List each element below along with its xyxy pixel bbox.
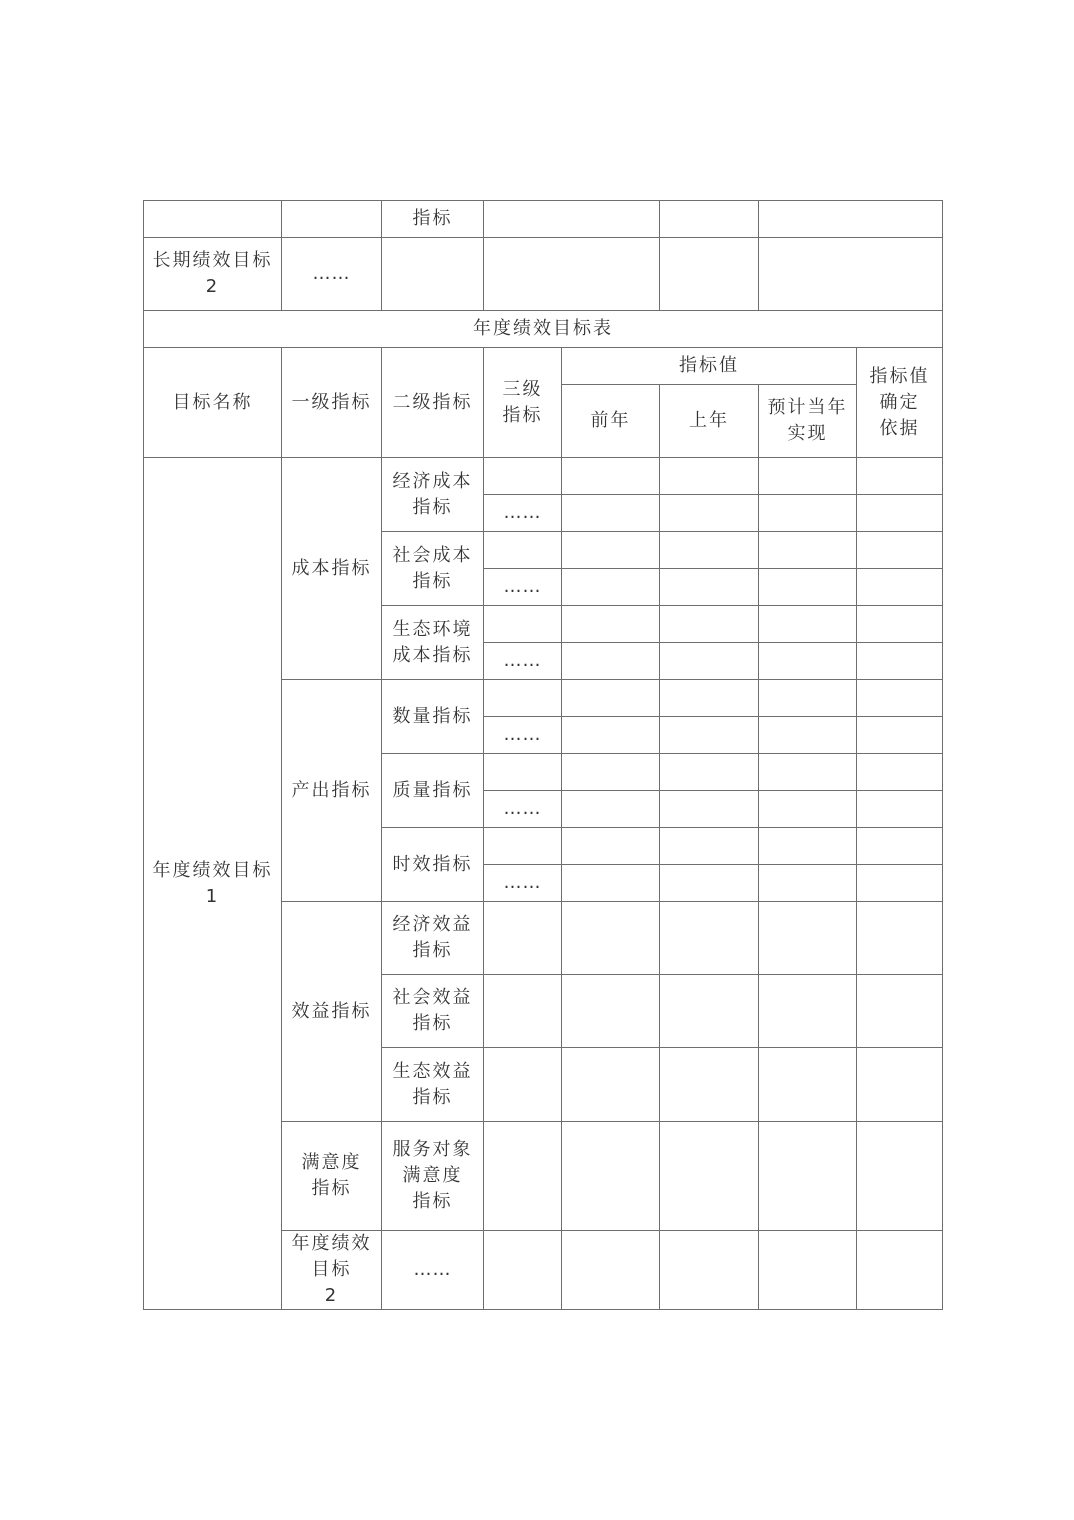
- ellipsis: ……: [503, 872, 542, 893]
- cell-empty: [484, 1231, 562, 1310]
- cell-empty: [857, 606, 943, 643]
- cell-empty: [759, 1122, 857, 1231]
- header-expected: [759, 385, 857, 458]
- cell-empty: [759, 791, 857, 828]
- cell-empty: [857, 865, 943, 902]
- annual-goal-1-number: 1: [205, 885, 220, 907]
- cell-empty: [660, 791, 759, 828]
- cell-empty: [562, 975, 660, 1048]
- ellipsis: ……: [503, 798, 542, 819]
- cell-empty: [562, 606, 660, 643]
- cell-empty: [857, 569, 943, 606]
- section-title: 年度绩效目标表: [473, 318, 613, 339]
- ellipsis-cell: [484, 791, 562, 828]
- level1-satisfaction-line2: 指标: [311, 1178, 352, 1199]
- cell-empty: [759, 865, 857, 902]
- cell-empty: [759, 902, 857, 975]
- header-basis: [857, 348, 943, 458]
- ellipsis: ……: [503, 576, 542, 597]
- ellipsis-cell: [484, 865, 562, 902]
- cell-empty: [562, 680, 660, 717]
- annual-goal-2-cell: [282, 1231, 382, 1310]
- cell-empty: [660, 975, 759, 1048]
- header-basis-line2: 确定: [879, 391, 920, 413]
- cell-empty: [660, 1048, 759, 1122]
- long-term-goal-2-number: 2: [205, 276, 220, 297]
- cell-empty: [562, 532, 660, 569]
- cell-empty: [857, 754, 943, 791]
- annual-goal-2-label: 年度绩效目标: [291, 1233, 372, 1280]
- cell-empty: [660, 828, 759, 865]
- level2-service-sat-line1: 服务对象: [392, 1139, 473, 1160]
- long-term-goal-table: [143, 200, 943, 348]
- level2-service-satisfaction: [382, 1122, 484, 1231]
- level2-social-cost: [382, 532, 484, 606]
- header-level3-line1: 三级: [502, 378, 543, 400]
- level1-output-label: 产出指标: [291, 779, 372, 801]
- long-term-goal-2-label: 长期绩效目标: [152, 250, 273, 271]
- cell-empty: [857, 791, 943, 828]
- cell-empty: [759, 643, 857, 680]
- header-goal-name-label: 目标名称: [172, 391, 253, 413]
- annual-goal-1-label: 年度绩效目标: [152, 859, 273, 881]
- cell-empty: [484, 201, 660, 238]
- cell-empty: [660, 238, 759, 311]
- cell-empty: [484, 680, 562, 717]
- ellipsis-cell: [484, 717, 562, 754]
- cell-empty: [484, 754, 562, 791]
- cell-empty: [484, 902, 562, 975]
- cell-empty: [282, 201, 382, 238]
- cell-empty: [660, 201, 759, 238]
- annual-goal-table: [143, 347, 943, 1310]
- cell-empty: [484, 238, 660, 311]
- cell-empty: [660, 1231, 759, 1310]
- cell-empty: [759, 754, 857, 791]
- ellipsis-cell: [484, 495, 562, 532]
- cell-empty: [857, 643, 943, 680]
- ellipsis-cell: [484, 643, 562, 680]
- cell-empty: [484, 532, 562, 569]
- cell-empty: [857, 828, 943, 865]
- cell-empty: [660, 680, 759, 717]
- header-level2: [382, 348, 484, 458]
- cell-empty: [660, 606, 759, 643]
- indicator-label: 指标: [412, 208, 453, 229]
- section-title-cell: [144, 311, 943, 348]
- cell-empty: [857, 495, 943, 532]
- level2-quality-label: 质量指标: [392, 779, 473, 801]
- level2-service-sat-line3: 指标: [412, 1191, 453, 1212]
- cell-empty: [759, 1048, 857, 1122]
- level2-eco-cost-line1: 生态环境: [392, 618, 473, 640]
- level2-economic-benefit-line2: 指标: [412, 940, 453, 961]
- level2-social-benefit: [382, 975, 484, 1048]
- cell-empty: [660, 717, 759, 754]
- header-last-year-label: 上年: [689, 410, 729, 431]
- cell-empty: [660, 458, 759, 495]
- header-basis-line3: 依据: [879, 417, 920, 439]
- cell-empty: [484, 606, 562, 643]
- cell-empty: [857, 717, 943, 754]
- cell-empty: [562, 1231, 660, 1310]
- cell-empty: [660, 643, 759, 680]
- annual-goal-2-number: 2: [324, 1285, 339, 1306]
- level2-economic-benefit: [382, 902, 484, 975]
- cell-empty: [759, 828, 857, 865]
- level2-quantity-label: 数量指标: [392, 705, 473, 727]
- header-level3-line2: 指标: [502, 404, 543, 426]
- level1-benefit-label: 效益指标: [291, 1000, 372, 1022]
- cell-empty: [562, 791, 660, 828]
- cell-empty: [857, 975, 943, 1048]
- cell-empty: [382, 238, 484, 311]
- cell-empty: [660, 865, 759, 902]
- header-expected-line2: 实现: [787, 423, 828, 444]
- header-level1-label: 一级指标: [291, 391, 372, 413]
- level2-timeliness: [382, 828, 484, 902]
- cell-empty: [660, 532, 759, 569]
- level2-economic-cost-line1: 经济成本: [392, 470, 473, 492]
- cell-empty: [660, 569, 759, 606]
- cell-empty: [759, 238, 943, 311]
- long-term-goal-2-cell: [144, 238, 282, 311]
- cell-empty: [759, 1231, 857, 1310]
- cell-empty: [562, 754, 660, 791]
- indicator-label-cell: [382, 201, 484, 238]
- cell-empty: [562, 643, 660, 680]
- ellipsis: ……: [503, 502, 542, 523]
- cell-empty: [562, 902, 660, 975]
- cell-empty: [660, 754, 759, 791]
- cell-empty: [759, 606, 857, 643]
- header-last-year: [660, 385, 759, 458]
- header-goal-name: [144, 348, 282, 458]
- cell-empty: [857, 1048, 943, 1122]
- cell-empty: [857, 1122, 943, 1231]
- cell-empty: [562, 828, 660, 865]
- cell-empty: [759, 680, 857, 717]
- cell-empty: [562, 717, 660, 754]
- level2-quality: [382, 754, 484, 828]
- level1-output: [282, 680, 382, 902]
- level2-economic-cost-line2: 指标: [412, 496, 453, 518]
- cell-empty: [562, 1048, 660, 1122]
- cell-empty: [857, 532, 943, 569]
- level2-eco-benefit: [382, 1048, 484, 1122]
- header-indicator-value-label: 指标值: [679, 355, 739, 376]
- cell-empty: [484, 975, 562, 1048]
- cell-empty: [857, 680, 943, 717]
- cell-empty: [484, 1048, 562, 1122]
- level2-timeliness-label: 时效指标: [392, 853, 473, 875]
- cell-empty: [759, 532, 857, 569]
- ellipsis: ……: [413, 1259, 452, 1280]
- level2-economic-cost: [382, 458, 484, 532]
- ellipsis: ……: [503, 724, 542, 745]
- level1-satisfaction-line1: 满意度: [301, 1152, 362, 1173]
- cell-empty: [759, 201, 943, 238]
- ellipsis-cell: [282, 238, 382, 311]
- cell-empty: [857, 458, 943, 495]
- cell-empty: [562, 458, 660, 495]
- header-level2-label: 二级指标: [392, 391, 473, 413]
- level1-cost-label: 成本指标: [291, 557, 372, 579]
- cell-empty: [857, 1231, 943, 1310]
- ellipsis-cell: [382, 1231, 484, 1310]
- cell-empty: [759, 717, 857, 754]
- header-expected-line1: 预计当年: [767, 397, 848, 418]
- cell-empty: [484, 1122, 562, 1231]
- annual-goal-1-cell: [144, 458, 282, 1310]
- level2-social-benefit-line1: 社会效益: [392, 987, 473, 1008]
- level1-benefit: [282, 902, 382, 1122]
- level2-eco-benefit-line1: 生态效益: [392, 1060, 473, 1082]
- cell-empty: [759, 569, 857, 606]
- header-prev-year-label: 前年: [590, 410, 631, 431]
- header-basis-line1: 指标值: [869, 365, 930, 387]
- header-indicator-value: [562, 348, 857, 385]
- level1-satisfaction: [282, 1122, 382, 1231]
- cell-empty: [562, 569, 660, 606]
- cell-empty: [759, 458, 857, 495]
- cell-empty: [144, 201, 282, 238]
- cell-empty: [660, 495, 759, 532]
- level2-quantity: [382, 680, 484, 754]
- cell-empty: [660, 1122, 759, 1231]
- header-prev-year: [562, 385, 660, 458]
- cell-empty: [660, 902, 759, 975]
- cell-empty: [759, 495, 857, 532]
- level2-eco-cost-line2: 成本指标: [392, 644, 473, 666]
- level2-service-sat-line2: 满意度: [402, 1165, 463, 1186]
- header-level1: [282, 348, 382, 458]
- ellipsis: ……: [503, 650, 542, 671]
- cell-empty: [759, 975, 857, 1048]
- cell-empty: [562, 495, 660, 532]
- ellipsis-cell: [484, 569, 562, 606]
- cell-empty: [484, 458, 562, 495]
- level1-cost: [282, 458, 382, 680]
- cell-empty: [562, 1122, 660, 1231]
- level2-social-cost-line1: 社会成本: [392, 544, 473, 566]
- cell-empty: [857, 902, 943, 975]
- level2-social-cost-line2: 指标: [412, 570, 453, 592]
- level2-economic-benefit-line1: 经济效益: [392, 914, 473, 935]
- ellipsis: ……: [312, 263, 351, 284]
- level2-eco-cost: [382, 606, 484, 680]
- cell-empty: [562, 865, 660, 902]
- header-level3: [484, 348, 562, 458]
- cell-empty: [484, 828, 562, 865]
- level2-social-benefit-line2: 指标: [412, 1013, 453, 1034]
- level2-eco-benefit-line2: 指标: [412, 1086, 453, 1108]
